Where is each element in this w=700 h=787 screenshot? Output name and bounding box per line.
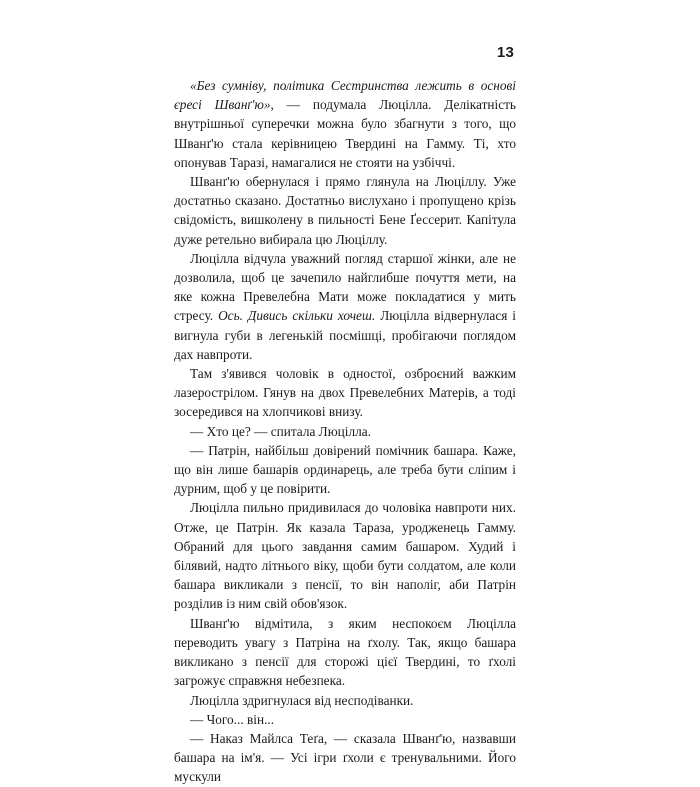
paragraph-text: Люцілла відвернулася і вигнула губи в легенькій посмішці, пробігаючи поглядом дах навпроти. — [174, 308, 516, 362]
paragraph-8 — [174, 614, 516, 691]
paragraph-text: Люцілла пильно придивилася до чоловіка навпроти них. Отже, це Патрін. Як казала Тараза, уродженець Гамму. Обраний для цього завдання самим башаром. Худий і білявий, надто літнього віку, щоби бути солдатом, але коли башара викликали з пенсії, то він наполіг, аби Патрін розділив із ним свій обов'язок. — [174, 500, 516, 612]
paragraph-1 — [174, 76, 516, 172]
paragraph-3 — [174, 249, 516, 364]
paragraph-text: — Хто це? — спитала Люцілла. — [190, 423, 371, 439]
paragraph-7 — [174, 498, 516, 613]
paragraph-2 — [174, 172, 516, 249]
paragraph-text: Шванґ'ю відмітила, з яким неспокоєм Люцілла переводить увагу з Патріна на ґхолу. Так, якщо башара викликано з пенсії для сторожі цієї Твердині, то ґхолі загрожує справжня небезпека. — [174, 615, 516, 689]
paragraph-text: Там з'явився чоловік в одностої, озброєний важким лазерострілом. Гянув на двох Превелебних Матерів, а тоді зосередився на хлопчикові внизу. — [174, 366, 516, 420]
paragraph-text: Люцілла відчула уважний погляд старшої жінки, але не дозволила, щоб це зачепило найглибше почуття мети, на яке кожна Превелебна Мати може покладатися у мить стресу. — [174, 250, 516, 324]
paragraph-text: — Чого... він... — [190, 711, 275, 727]
paragraph-text: — Наказ Майлса Теґа, — сказала Шванґ'ю, назвавши башара на ім'я. — Усі ігри ґхоли є тренувальними. Його мускули — [174, 730, 516, 785]
paragraph-text: — Патрін, найбільш довірений помічник башара. Каже, що він лише башарів ординарець, але треба бути сліпим і дурним, щоб у це повірити. — [174, 442, 516, 497]
dialog-line-2 — [174, 441, 516, 499]
body-text — [174, 76, 516, 787]
italic-phrase: «Без сумніву, політика Сестринства лежить в основі єресі Шванґ'ю» — [174, 78, 516, 113]
dialog-line-1 — [174, 422, 516, 441]
italic-phrase: Ось. Дивись скільки хочеш. — [218, 308, 376, 324]
paragraph-9 — [174, 691, 516, 710]
dialog-line-3 — [174, 710, 516, 729]
paragraph-text: Люцілла здригнулася від несподіванки. — [190, 692, 414, 708]
paragraph-text: , — подумала Люцілла. Делікатність внутрішньої суперечки можна було збагнути з того, що Шванґ'ю стала керівницею Твердині на Гамму. Ті, хто опонував Таразі, намагалися не стояти на узбіччі. — [174, 97, 516, 170]
paragraph-text: Шванґ'ю обернулася і прямо глянула на Люціллу. Уже достатньо сказано. Достатньо вислухано і пропущено крізь свідомість, вишколену в пильності Бене Ґессерит. Капітула дуже ретельно вибирала цю Люціллу. — [174, 174, 516, 247]
paragraph-4 — [174, 364, 516, 422]
dialog-line-4 — [174, 729, 516, 787]
page-number: 13 — [496, 44, 514, 61]
